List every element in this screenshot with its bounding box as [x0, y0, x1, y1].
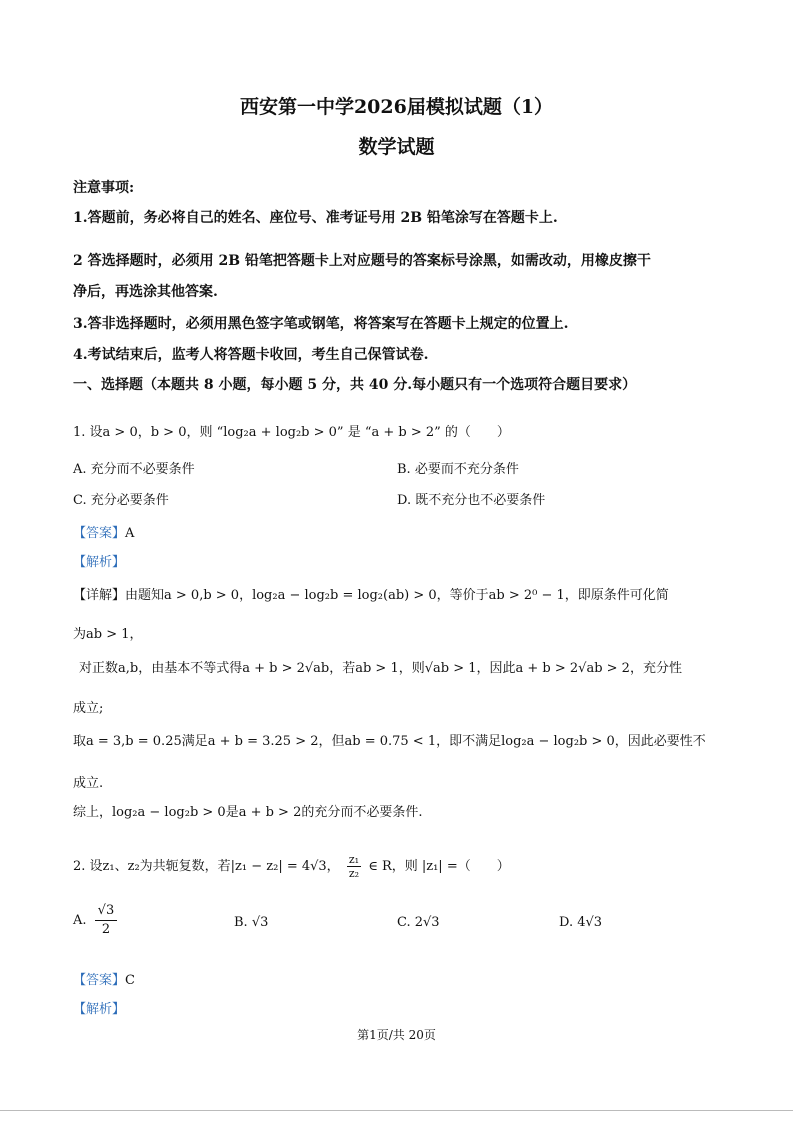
q1-detail-line-5: 取a = 3,b = 0.25满足a + b = 3.25 > 2，但ab = 0.75 < 1，即不满足log₂a − log₂b > 0，因此必要性不 [73, 734, 706, 749]
q2-option-b: B. √3 [234, 915, 269, 930]
q2-answer [73, 969, 135, 988]
page-divider [0, 1110, 793, 1111]
page-number: 第1页/共 20页 [357, 1028, 436, 1042]
section-heading: 一、选择题（本题共 8 小题，每小题 5 分，共 40 分.每小题只有一个选项符合题目要求） [73, 377, 637, 393]
q1-detail-line-7: 综上，log₂a − log₂b > 0是a + b > 2的充分而不必要条件. [73, 805, 423, 820]
q2-frac-denominator: z₂ [348, 867, 360, 880]
q2-frac-numerator: z₁ [348, 853, 360, 866]
q1-option-b: B. 必要而不充分条件 [397, 462, 519, 477]
q1-option-c: C. 充分必要条件 [73, 493, 169, 508]
q1-answer-value: A [125, 526, 135, 541]
q1-detail-text-1: 由题知a > 0,b > 0，log₂a − log₂b = log₂(ab) > 0，等价于ab > 2⁰ − 1，即原条件可化简 [125, 588, 669, 603]
exam-subtitle: 数学试题 [358, 136, 435, 158]
q2-option-a-denominator: 2 [101, 922, 111, 937]
q1-option-d: D. 既不充分也不必要条件 [397, 493, 546, 508]
q1-detail-line-6: 成立. [73, 776, 104, 791]
q1-option-a: A. 充分而不必要条件 [73, 462, 195, 477]
q1-analysis-label: 【解析】 [73, 555, 126, 570]
notice-item-1: 1.答题前，务必将自己的姓名、座位号、准考证号用 2B 铅笔涂写在答题卡上. [73, 210, 558, 226]
q1-answer-label: 【答案】 [73, 526, 126, 541]
q2-option-a-fraction [95, 902, 118, 939]
notice-heading: 注意事项: [73, 180, 135, 196]
q2-fraction [347, 853, 361, 880]
q2-option-a-label: A. [73, 913, 87, 928]
notice-item-3: 3.答非选择题时，必须用黑色签字笔或钢笔，将答案写在答题卡上规定的位置上. [73, 316, 569, 332]
notice-item-2a: 2 答选择题时，必须用 2B 铅笔把答题卡上对应题号的答案标号涂黑，如需改动，用橡皮擦干 [73, 253, 651, 269]
q2-option-a [73, 902, 117, 939]
q2-option-a-numerator: √3 [95, 902, 118, 921]
notice-item-2b: 净后，再选涂其他答案. [73, 284, 218, 300]
q2-analysis-label: 【解析】 [73, 1002, 126, 1017]
q1-detail-line-2: 为ab > 1， [73, 627, 143, 642]
q2-stem-prefix: 2. 设z₁、z₂为共轭复数，若|z₁ − z₂| = 4√3， [73, 859, 340, 874]
q1-detail-line-1 [73, 584, 669, 603]
q2-stem [73, 853, 510, 880]
q2-stem-suffix: ∈ R，则 |z₁| =（ ） [368, 859, 510, 874]
q2-option-c: C. 2√3 [397, 915, 440, 930]
q2-answer-label: 【答案】 [73, 973, 126, 988]
q1-stem: 1. 设a > 0，b > 0，则 “log₂a + log₂b > 0” 是 “a + b > 2” 的（ ） [73, 425, 510, 440]
q1-detail-line-4: 成立; [73, 701, 104, 716]
q2-option-d: D. 4√3 [559, 915, 603, 930]
exam-title: 西安第一中学2026届模拟试题（1） [239, 96, 554, 118]
q1-detail-label: 【详解】 [73, 588, 126, 603]
q2-answer-value: C [125, 973, 135, 988]
q1-detail-line-3: 对正数a,b，由基本不等式得a + b > 2√ab，若ab > 1，则√ab > 1，因此a + b > 2√ab > 2，充分性 [79, 661, 682, 676]
notice-item-4: 4.考试结束后，监考人将答题卡收回，考生自己保管试卷. [73, 347, 429, 363]
q1-answer [73, 522, 134, 541]
